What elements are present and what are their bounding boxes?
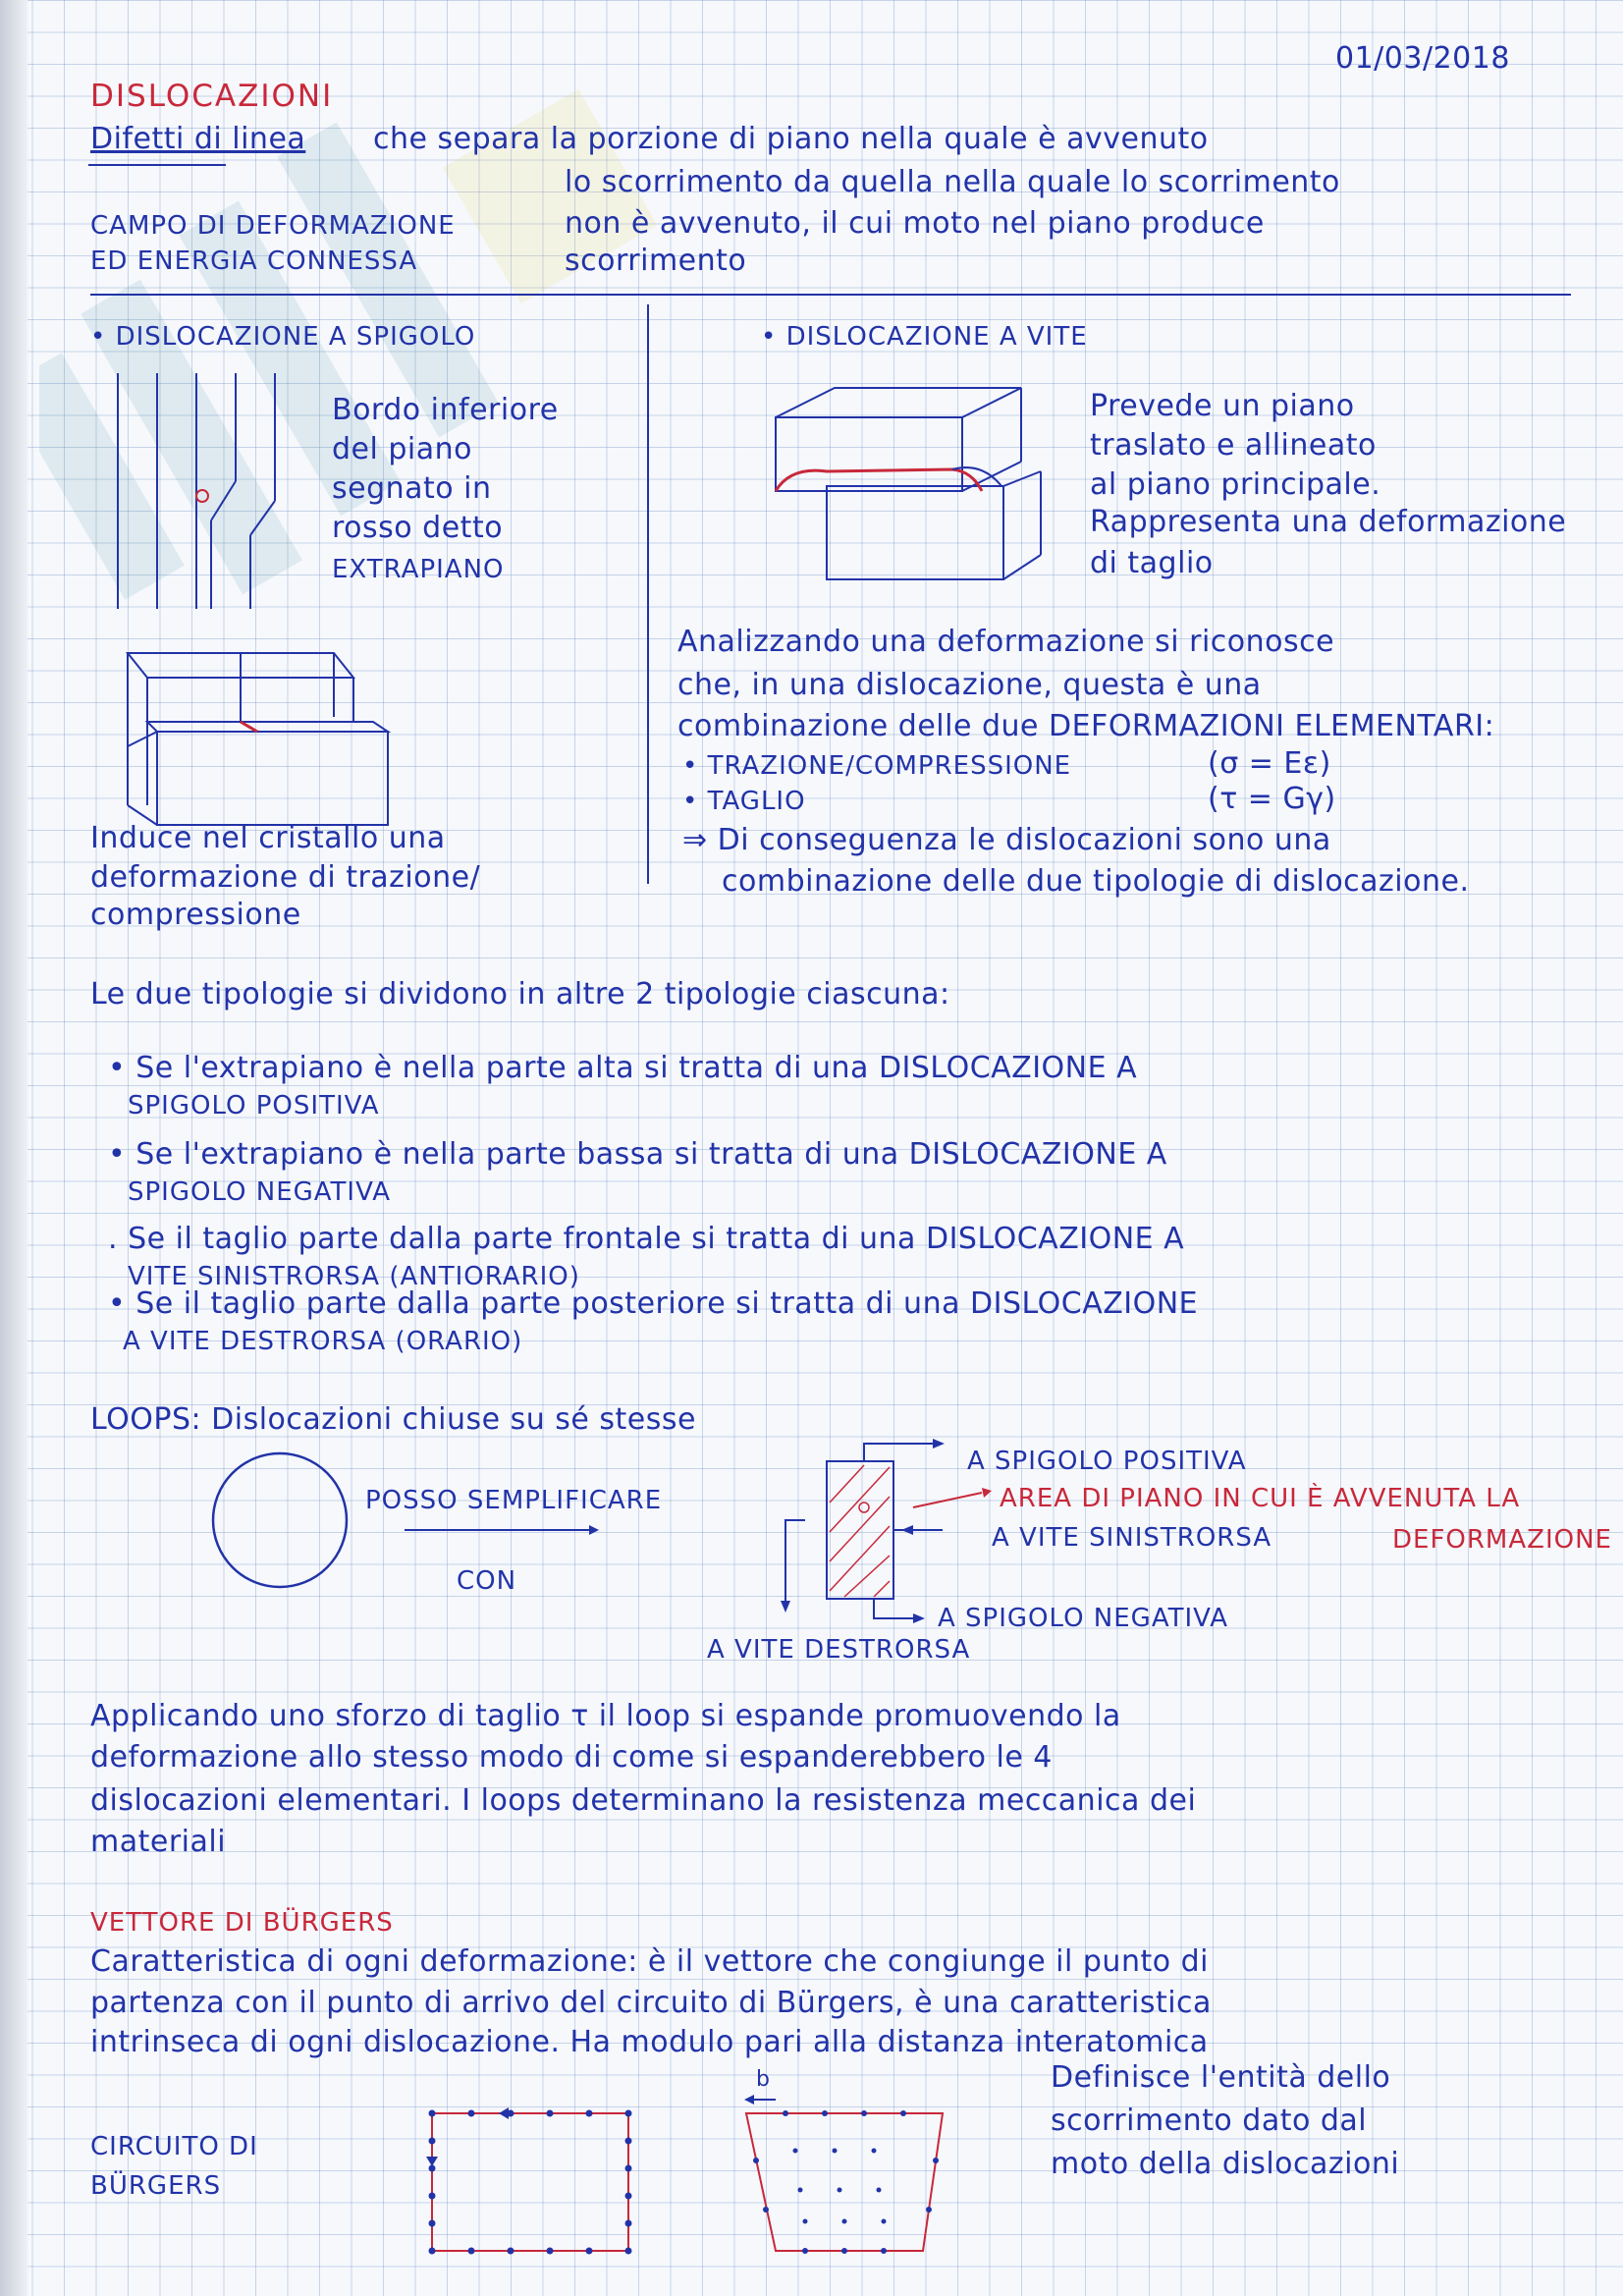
loops-para-line: deformazione allo stesso modo di come si espanderebbero le 4 — [90, 1740, 1053, 1775]
types-bullet: • Se l'extrapiano è nella parte bassa si tratta di una DISLOCAZIONE A — [108, 1137, 1167, 1172]
edge-desc-line: segnato in — [332, 471, 492, 506]
screw-desc-line: al piano principale. — [1090, 467, 1381, 502]
analysis-line: combinazione delle due DEFORMAZIONI ELEMENTARI: — [677, 709, 1495, 743]
screw-desc-line: Rappresenta una deformazione — [1090, 505, 1567, 539]
intro-line: che separa la porzione di piano nella quale è avvenuto — [373, 122, 1209, 156]
analysis-item-formula: (σ = Eε) — [1208, 746, 1331, 781]
analysis-line: Analizzando una deformazione si riconosce — [677, 625, 1335, 659]
edge-induce-line: compressione — [90, 898, 301, 932]
analysis-conclusion: combinazione delle due tipologie di dislocazione. — [722, 864, 1470, 899]
analysis-item-label: • TAGLIO — [682, 787, 806, 816]
burgers-line: Caratteristica di ogni deformazione: è il vettore che congiunge il punto di — [90, 1944, 1209, 1979]
loop-label-right: A VITE SINISTRORSA — [992, 1523, 1272, 1553]
burgers-defines-line: Definisce l'entità dello — [1051, 2060, 1391, 2095]
burgers-vector-label: b — [756, 2067, 771, 2092]
loop-label-bottom: A SPIGOLO NEGATIVA — [938, 1604, 1229, 1633]
intro-side-note: ED ENERGIA CONNESSA — [90, 246, 418, 276]
types-bullet-cont: SPIGOLO POSITIVA — [128, 1091, 380, 1121]
intro-term: Difetti di linea — [90, 122, 306, 156]
burgers-line: intrinseca di ogni dislocazione. Ha modulo pari alla distanza interatomica — [90, 2025, 1209, 2059]
edge-desc-line: EXTRAPIANO — [332, 555, 505, 584]
types-bullet-cont: A VITE DESTRORSA (ORARIO) — [123, 1327, 523, 1356]
types-bullet: . Se il taglio parte dalla parte frontale si tratta di una DISLOCAZIONE A — [108, 1222, 1185, 1256]
analysis-item-label: • TRAZIONE/COMPRESSIONE — [682, 751, 1072, 781]
screw-heading: • DISLOCAZIONE A VITE — [761, 322, 1088, 352]
types-bullet: • Se il taglio parte dalla parte posteriore si tratta di una DISLOCAZIONE — [108, 1286, 1199, 1321]
types-intro: Le due tipologie si dividono in altre 2 tipologie ciascuna: — [90, 977, 950, 1011]
loops-con: CON — [457, 1566, 517, 1596]
analysis-conclusion: ⇒ Di conseguenza le dislocazioni sono una — [682, 823, 1331, 857]
loop-label-area-cont: DEFORMAZIONE — [1392, 1525, 1612, 1555]
screw-desc-line: di taglio — [1090, 546, 1214, 580]
loops-heading: LOOPS: Dislocazioni chiuse su sé stesse — [90, 1402, 696, 1437]
loop-label-area: AREA DI PIANO IN CUI È AVVENUTA LA — [1000, 1484, 1521, 1513]
burgers-defines-line: moto della dislocazioni — [1051, 2147, 1400, 2181]
loops-para-line: Applicando uno sforzo di taglio τ il loop si espande promuovendo la — [90, 1699, 1121, 1733]
types-bullet-cont: SPIGOLO NEGATIVA — [128, 1177, 392, 1207]
types-bullet: • Se l'extrapiano è nella parte alta si tratta di una DISLOCAZIONE A — [108, 1051, 1138, 1085]
edge-desc-line: Bordo inferiore — [332, 393, 559, 427]
loops-para-line: dislocazioni elementari. I loops determinano la resistenza meccanica dei — [90, 1783, 1197, 1818]
burgers-defines-line: scorrimento dato dal — [1051, 2104, 1368, 2138]
date: 01/03/2018 — [1335, 41, 1510, 76]
edge-desc-line: rosso detto — [332, 511, 504, 545]
burgers-line: partenza con il punto di arrivo del circuito di Bürgers, è una caratteristica — [90, 1986, 1212, 2020]
loops-simplify: POSSO SEMPLIFICARE — [365, 1486, 663, 1515]
edge-heading: • DISLOCAZIONE A SPIGOLO — [90, 322, 476, 352]
edge-induce-line: Induce nel cristallo una — [90, 821, 446, 855]
types-bullet-cont: VITE SINISTRORSA (ANTIORARIO) — [128, 1262, 580, 1291]
burgers-heading: VETTORE DI BÜRGERS — [90, 1908, 394, 1938]
screw-desc-line: Prevede un piano — [1090, 389, 1355, 423]
loop-label-top: A SPIGOLO POSITIVA — [967, 1447, 1247, 1476]
intro-side-note: CAMPO DI DEFORMAZIONE — [90, 211, 456, 241]
intro-line: scorrimento — [565, 244, 747, 278]
loop-label-left: A VITE DESTRORSA — [707, 1635, 971, 1665]
edge-desc-line: del piano — [332, 432, 473, 466]
burgers-circuit-label: CIRCUITO DI — [90, 2132, 258, 2161]
analysis-line: che, in una dislocazione, questa è una — [677, 668, 1262, 702]
analysis-item-formula: (τ = Gγ) — [1208, 782, 1336, 816]
intro-line: non è avvenuto, il cui moto nel piano produce — [565, 206, 1265, 241]
intro-line: lo scorrimento da quella nella quale lo scorrimento — [565, 165, 1340, 199]
loops-para-line: materiali — [90, 1825, 227, 1859]
edge-induce-line: deformazione di trazione/ — [90, 860, 481, 895]
screw-desc-line: traslato e allineato — [1090, 428, 1377, 463]
burgers-circuit-label: BÜRGERS — [90, 2171, 222, 2201]
page-title: DISLOCAZIONI — [90, 79, 334, 114]
